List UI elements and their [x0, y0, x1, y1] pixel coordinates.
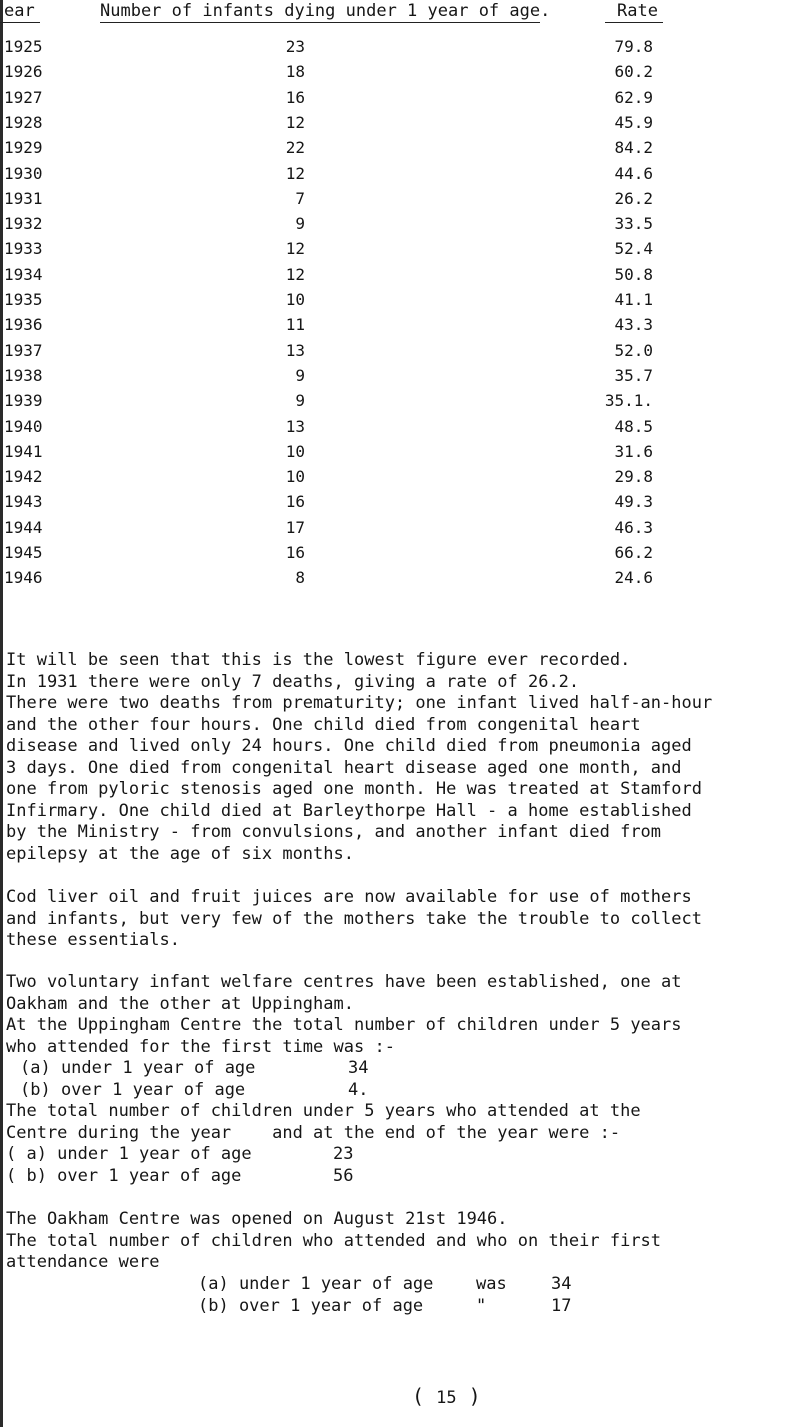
year-cell: 1941: [4, 441, 43, 461]
year-cell: 1934: [4, 264, 43, 284]
year-cell: 1943: [4, 492, 43, 512]
year-cell: 1942: [4, 467, 43, 487]
year-cell: 1944: [4, 517, 43, 537]
number-cell: 9: [295, 365, 305, 385]
rate-cell: 31.6: [614, 441, 653, 461]
table-row: [0, 161, 801, 186]
year-cell: 1946: [4, 568, 43, 588]
number-cell: 8: [295, 568, 305, 588]
rate-cell: 35.7: [614, 365, 653, 385]
year-cell: 1925: [4, 37, 43, 56]
header-year-underline: [0, 22, 40, 23]
number-cell: 22: [285, 138, 305, 158]
table-row: [0, 262, 801, 287]
rate-cell: 50.8: [614, 264, 653, 284]
number-cell: 10: [285, 467, 305, 487]
table-row: [0, 186, 801, 211]
table-row: [0, 414, 801, 439]
paragraph-total-attendance: [6, 1101, 798, 1144]
number-cell: 12: [285, 239, 305, 259]
table-row: [0, 135, 801, 160]
number-cell: 16: [285, 492, 305, 512]
text-line: 3 days. One died from congenital heart disease aged one month, and: [6, 757, 682, 778]
number-cell: 17: [285, 517, 305, 537]
table-row: [0, 338, 801, 363]
year-cell: 1928: [4, 112, 43, 132]
rate-cell: 84.2: [614, 138, 653, 158]
list-item: [6, 1274, 798, 1296]
list-item-value: 17: [551, 1295, 572, 1316]
number-cell: 23: [285, 37, 305, 56]
rate-cell: 29.8: [614, 467, 653, 487]
year-cell: 1929: [4, 138, 43, 158]
year-cell: 1926: [4, 62, 43, 82]
list-item: [6, 1058, 798, 1080]
text-line: It will be seen that this is the lowest figure ever recorded.: [6, 650, 631, 670]
text-line: Two voluntary infant welfare centres have been established, one at: [6, 972, 682, 992]
text-line: At the Uppingham Centre the total number of children under 5 years: [6, 1015, 682, 1035]
number-cell: 12: [285, 112, 305, 132]
text-line: Oakham and the other at Uppingham.: [6, 993, 354, 1014]
number-cell: 9: [295, 214, 305, 234]
uppingham-first-attendance-list: [6, 1058, 798, 1101]
number-cell: 13: [285, 416, 305, 436]
rate-cell: 43.3: [614, 315, 653, 335]
year-cell: 1940: [4, 416, 43, 436]
table-row: [0, 363, 801, 388]
table-row: [0, 464, 801, 489]
header-rate-underline: [605, 22, 663, 23]
rate-cell: 26.2: [614, 188, 653, 208]
number-cell: 18: [285, 62, 305, 82]
list-item: [6, 1144, 798, 1166]
text-line: epilepsy at the age of six months.: [6, 843, 354, 864]
rate-cell: 46.3: [614, 517, 653, 537]
list-item-connector: was: [476, 1274, 507, 1294]
number-cell: 11: [285, 315, 305, 335]
number-cell: 16: [285, 87, 305, 107]
number-cell: 12: [285, 163, 305, 183]
list-item: [6, 1166, 798, 1188]
text-line: The Oakham Centre was opened on August 21st 1946.: [6, 1209, 508, 1229]
text-line: attendance were: [6, 1252, 160, 1272]
text-line: Infirmary. One child died at Barleythorpe Hall - a home established: [6, 800, 692, 821]
text-line: and infants, but very few of the mothers take the trouble to collect: [6, 908, 702, 929]
text-line: The total number of children who attended and who on their first: [6, 1230, 662, 1251]
paragraph-oakham-centre: [6, 1209, 798, 1274]
year-cell: 1939: [4, 391, 43, 411]
table-row: [0, 515, 801, 540]
rate-cell: 52.4: [614, 239, 653, 259]
list-item-value: 34: [551, 1274, 572, 1294]
list-item-label: (a) under 1 year of age: [20, 1058, 256, 1078]
list-item: [6, 1296, 798, 1318]
text-line: In 1931 there were only 7 deaths, giving a rate of 26.2.: [6, 671, 580, 692]
rate-cell: 41.1: [614, 290, 653, 309]
rate-cell: 24.6: [614, 568, 653, 588]
list-item-label: (a) under 1 year of age: [198, 1274, 434, 1294]
number-cell: 10: [285, 441, 305, 461]
year-cell: 1930: [4, 163, 43, 183]
rate-cell: 62.9: [614, 87, 653, 107]
rate-cell: 79.8: [614, 37, 653, 56]
paragraph-lowest-figure: [6, 650, 798, 865]
text-line: one from pyloric stenosis aged one month. He was treated at Stamford: [6, 779, 702, 799]
year-cell: 1931: [4, 188, 43, 208]
table-row: [0, 287, 801, 312]
header-number: Number of infants dying under 1 year of age.: [100, 1, 551, 21]
table-row: [0, 236, 801, 261]
list-item-label: (b) over 1 year of age: [198, 1295, 424, 1316]
table-row: [0, 211, 801, 236]
text-line: and the other four hours. One child died from congenital heart: [6, 714, 641, 735]
rate-cell: 66.2: [614, 543, 653, 562]
header-rate: Rate: [617, 1, 658, 21]
page-number: ( 15 ): [412, 1384, 481, 1408]
text-line: disease and lived only 24 hours. One child died from pneumonia aged: [6, 736, 692, 756]
number-cell: 7: [295, 188, 305, 208]
text-line: Cod liver oil and fruit juices are now available for use of mothers: [6, 887, 692, 907]
number-cell: 13: [285, 340, 305, 360]
text-line: by the Ministry - from convulsions, and another infant died from: [6, 822, 662, 842]
rate-cell: 48.5: [614, 416, 653, 436]
year-cell: 1932: [4, 214, 43, 234]
year-cell: 1936: [4, 315, 43, 335]
list-item-label: (b) over 1 year of age: [20, 1079, 246, 1100]
year-cell: 1937: [4, 340, 43, 360]
text-line: Centre during the year and at the end of the year were :-: [6, 1122, 621, 1143]
list-item-label: ( a) under 1 year of age: [6, 1144, 252, 1164]
number-cell: 16: [285, 543, 305, 562]
header-number-underline: [100, 22, 540, 23]
list-item-value: 4.: [348, 1079, 369, 1100]
year-cell: 1933: [4, 239, 43, 259]
oakham-attendance-list: [6, 1274, 798, 1317]
rate-cell: 52.0: [614, 340, 653, 360]
table-row: [0, 110, 801, 135]
rate-cell: 60.2: [614, 62, 653, 82]
list-item: [6, 1080, 798, 1102]
text-line: There were two deaths from prematurity; one infant lived half-an-hour: [6, 693, 713, 713]
rate-cell: 33.5: [614, 214, 653, 234]
year-cell: 1938: [4, 365, 43, 385]
list-item-value: 23: [333, 1144, 354, 1164]
text-line: who attended for the first time was :-: [6, 1036, 395, 1057]
year-cell: 1945: [4, 543, 43, 562]
list-item-connector: ": [476, 1295, 487, 1316]
table-row: [0, 540, 801, 565]
table-row: [0, 439, 801, 464]
number-cell: 9: [295, 391, 305, 411]
rate-cell: 44.6: [614, 163, 653, 183]
list-item-label: ( b) over 1 year of age: [6, 1165, 242, 1186]
table-row: [0, 34, 801, 59]
paragraph-welfare-centres: [6, 972, 798, 1058]
uppingham-total-attendance-list: [6, 1144, 798, 1187]
text-line: these essentials.: [6, 930, 180, 950]
table-row: [0, 388, 801, 413]
rate-cell: 35.1.: [604, 391, 653, 411]
table-row: [0, 85, 801, 110]
header-year: ear: [4, 1, 35, 21]
list-item-value: 56: [333, 1165, 354, 1186]
year-cell: 1927: [4, 87, 43, 107]
table-row: [0, 312, 801, 337]
table-row: [0, 489, 801, 514]
rate-cell: 45.9: [614, 112, 653, 132]
paragraph-cod-liver-oil: [6, 887, 798, 952]
number-cell: 10: [285, 290, 305, 309]
table-row: [0, 565, 801, 590]
rate-cell: 49.3: [614, 492, 653, 512]
list-item-value: 34: [348, 1058, 369, 1078]
year-cell: 1935: [4, 290, 43, 309]
text-line: The total number of children under 5 years who attended at the: [6, 1101, 641, 1121]
table-row: [0, 59, 801, 84]
number-cell: 12: [285, 264, 305, 284]
